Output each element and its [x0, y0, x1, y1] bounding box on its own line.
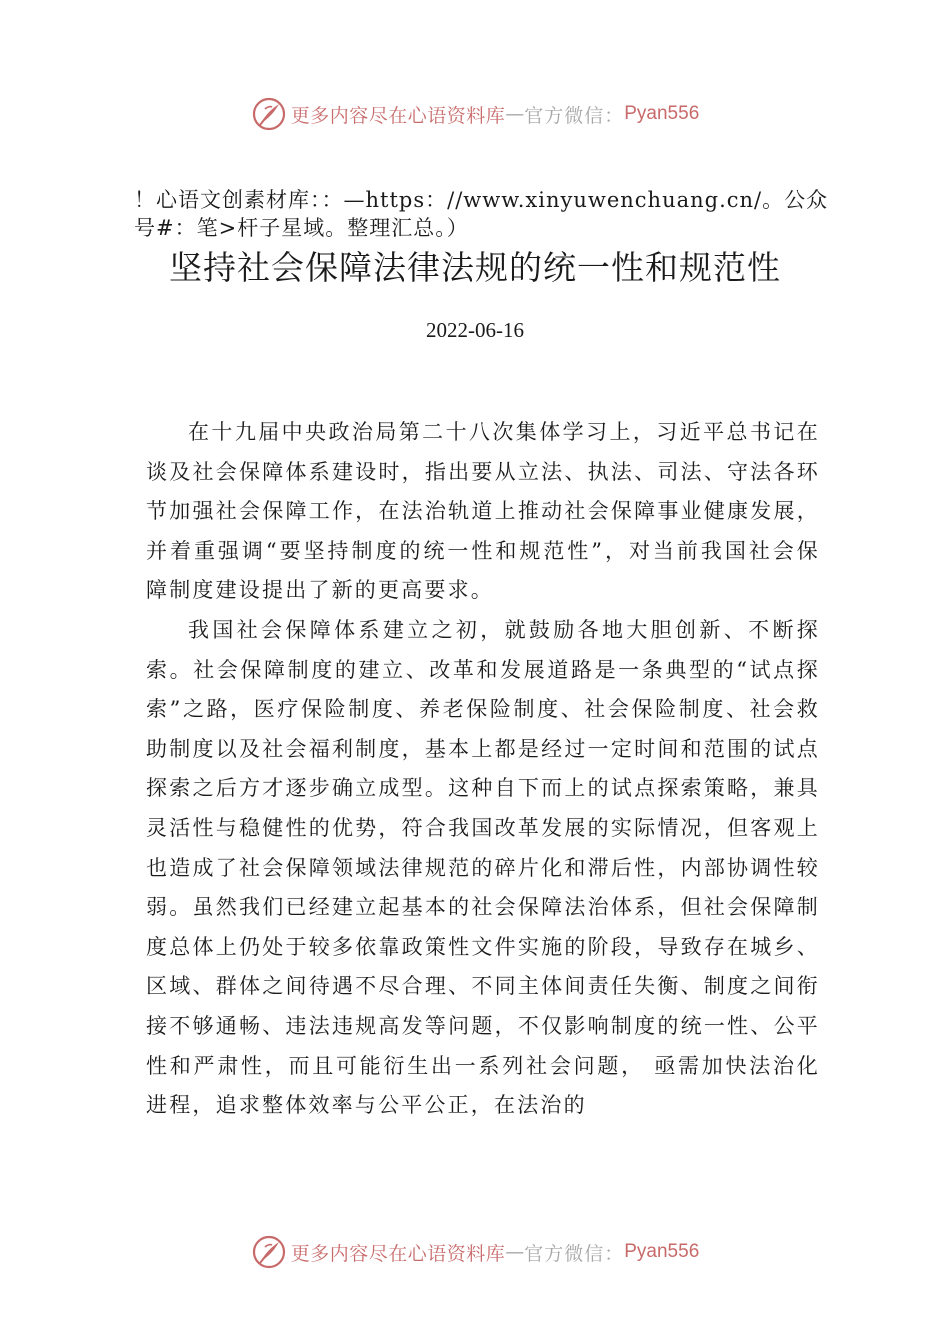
quill-seal-icon: [251, 1234, 287, 1270]
paragraph: 在十九届中央政治局第二十八次集体学习上，习近平总书记在谈及社会保障体系建设时，指出要从立法、执法、司法、守法各环节加强社会保障工作，在法治轨道上推动社会保障事业健康发展，并着重强调“要坚持制度的统一性和规范性”，对当前我国社会保障制度建设提出了新的更高要求。: [146, 420, 820, 603]
article-body: [146, 413, 820, 1126]
banner-wechat-label: 官方微信：: [524, 1242, 625, 1265]
banner-text: 更多内容尽在心语资料库: [290, 104, 506, 127]
footer-banner: [0, 1230, 950, 1274]
banner-wechat-label: 官方微信：: [524, 104, 625, 127]
source-note: ！心语文创素材库：：—https：//www.xinyuwenchuang.cn/。公众号#：笔>杆子星域。整理汇总。）: [134, 188, 829, 240]
banner-separator: —: [505, 1241, 525, 1263]
banner-wechat-id: Pyan556: [624, 103, 700, 124]
banner-wechat-id: Pyan556: [624, 1241, 700, 1262]
paragraph: 我国社会保障体系建立之初，就鼓励各地大胆创新、不断探索。社会保障制度的建立、改革和发展道路是一条典型的“试点探索”之路，医疗保险制度、养老保险制度、社会保险制度、社会救助制度以及社会福利制度，基本上都是经过一定时间和范围的试点探索之后方才逐步确立成型。这种自下而上的试点探索策略，兼具灵活性与稳健性的优势，符合我国改革发展的实际情况，但客观上也造成了社会保障领域法律规范的碎片化和滞后性，内部协调性较弱。虽然我们已经建立起基本的社会保障法治体系，但社会保障制度总体上仍处于较多依靠政策性文件实施的阶段，导致存在城乡、 区域、群体之间待遇不尽合理、不同主体间责任失衡、制度之间衔接不够通畅、违法违规高发等问题，不仅影响制度的统一性、公平性和严肃性，而且可能衍生出一系列社会问题， 亟需加快法治化进程，追求整体效率与公平公正，在法治的: [146, 617, 820, 1118]
article-date: 2022-06-16: [426, 318, 524, 342]
banner-text: 更多内容尽在心语资料库: [290, 1242, 506, 1265]
article-title: 坚持社会保障法律法规的统一性和规范性: [169, 248, 781, 287]
header-banner: [0, 92, 950, 136]
quill-seal-icon: [251, 96, 287, 132]
banner-separator: —: [505, 103, 525, 125]
